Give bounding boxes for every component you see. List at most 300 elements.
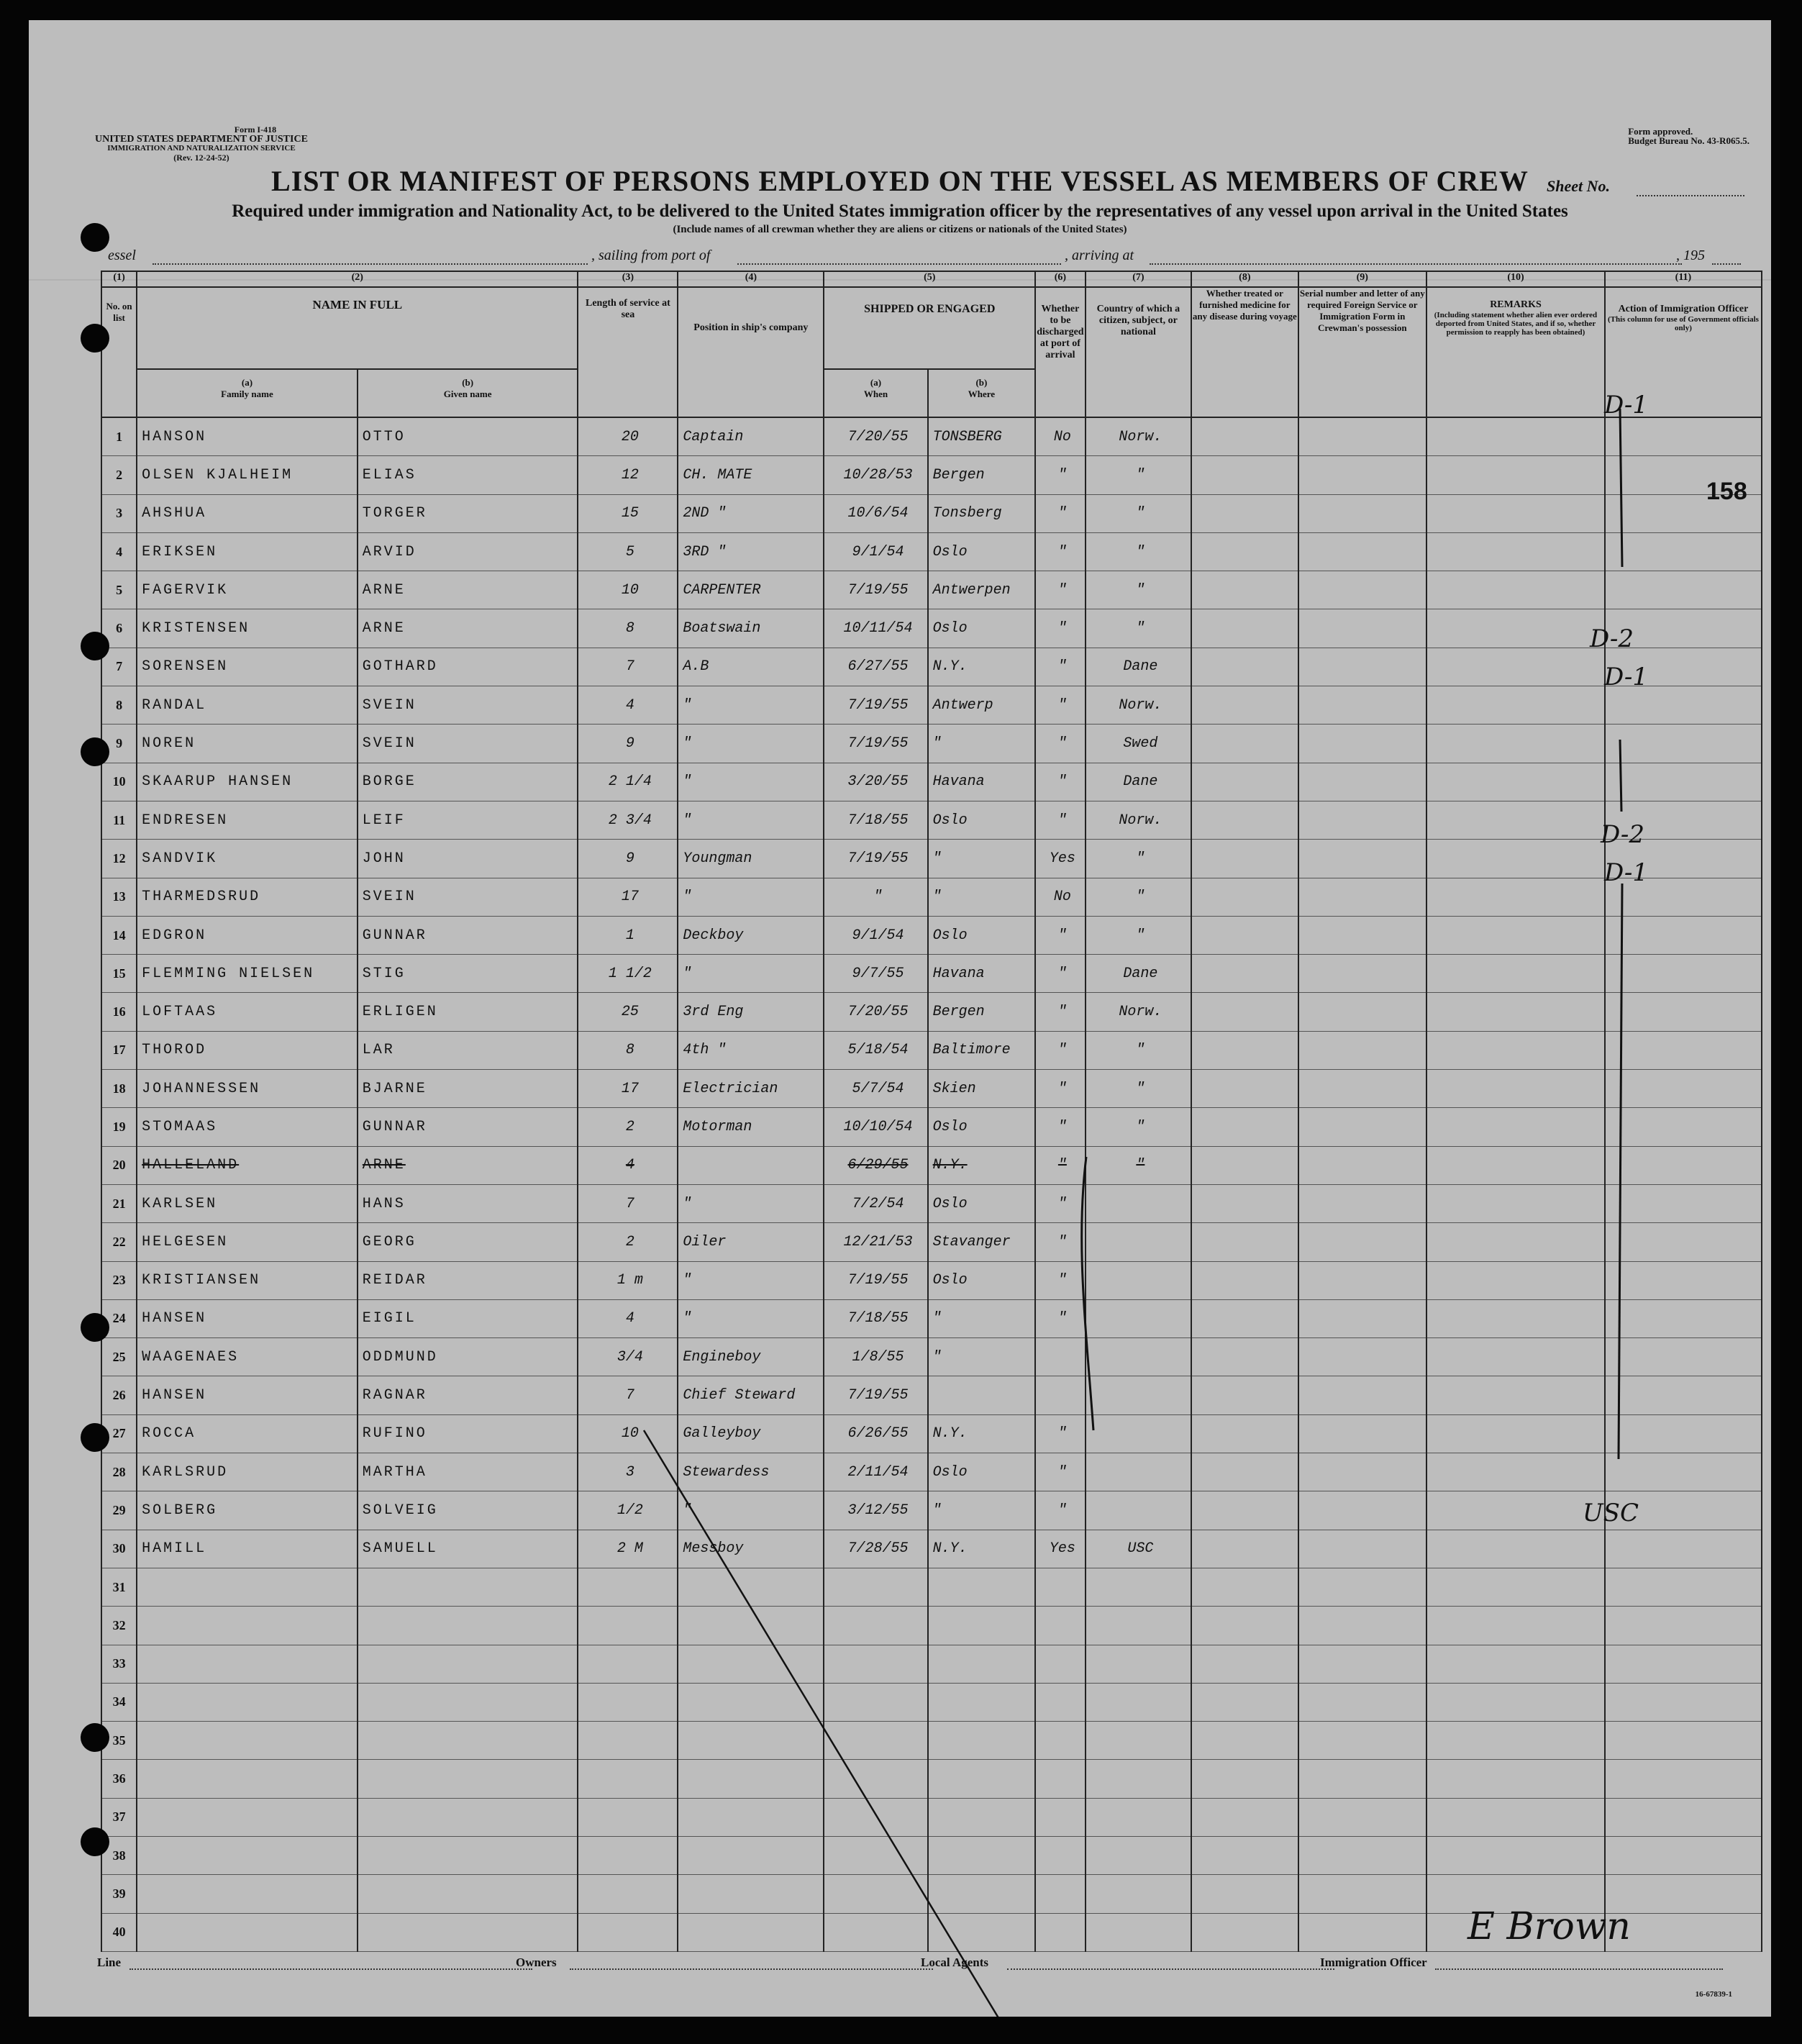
family-name-cell: HALLELAND [137, 1146, 358, 1184]
col-discharged-header: Whether to be discharged at port of arrival [1035, 287, 1085, 417]
given-name-cell: MARTHA [358, 1453, 578, 1491]
position-cell: CARPENTER [678, 571, 824, 609]
given-name-cell: HANS [358, 1184, 578, 1222]
shipped-where-cell: Stavanger [928, 1223, 1036, 1261]
row-number: 37 [101, 1798, 137, 1836]
given-name-cell: BORGE [358, 763, 578, 801]
position-cell: Oiler [678, 1223, 824, 1261]
row-number: 24 [101, 1299, 137, 1337]
country-cell: " [1086, 878, 1191, 916]
shipped-when-cell: 9/1/54 [824, 532, 927, 571]
discharged-cell: " [1035, 801, 1085, 839]
col-serial-header: Serial number and letter of any required Foreign Service or Immigration Form in Crewman's possession [1298, 287, 1426, 417]
family-name-cell: ERIKSEN [137, 532, 358, 571]
row-number: 5 [101, 571, 137, 609]
position-cell: " [678, 955, 824, 993]
position-cell: Deckboy [678, 916, 824, 954]
position-cell: " [678, 725, 824, 763]
discharged-cell: No [1035, 878, 1085, 916]
position-cell: Boatswain [678, 609, 824, 648]
family-name-cell: HAMILL [137, 1530, 358, 1568]
length-cell: 4 [578, 1299, 678, 1337]
row-number: 11 [101, 801, 137, 839]
given-name-cell: ARNE [358, 609, 578, 648]
shipped-where-cell: Oslo [928, 1261, 1036, 1299]
shipped-when-cell: " [824, 878, 927, 916]
shipped-when-cell: 7/20/55 [824, 417, 927, 456]
sailing-label: , sailing from port of [591, 247, 711, 263]
discharged-cell: " [1035, 686, 1085, 725]
shipped-where-cell: Havana [928, 955, 1036, 993]
position-cell: " [678, 763, 824, 801]
discharged-cell: " [1035, 532, 1085, 571]
manifest-sheet [29, 20, 1771, 2017]
given-name-cell: ARNE [358, 1146, 578, 1184]
position-cell: Galleyboy [678, 1414, 824, 1453]
line-label: Line [97, 1956, 122, 1969]
punch-hole [81, 324, 109, 353]
given-name-cell: ODDMUND [358, 1338, 578, 1376]
given-name-cell: JOHN [358, 840, 578, 878]
row-number: 40 [101, 1913, 137, 1951]
country-cell: " [1086, 494, 1191, 532]
discharged-cell: " [1035, 1108, 1085, 1146]
length-cell: 17 [578, 878, 678, 916]
given-name-cell: GEORG [358, 1223, 578, 1261]
shipped-when-cell: 7/19/55 [824, 725, 927, 763]
position-cell: " [678, 1299, 824, 1337]
shipped-where-cell: Oslo [928, 609, 1036, 648]
length-cell: 1 [578, 916, 678, 954]
length-cell: 20 [578, 417, 678, 456]
given-name-cell: LAR [358, 1031, 578, 1069]
given-name-cell: SAMUELL [358, 1530, 578, 1568]
immigration-officer-label: Immigration Officer [1320, 1956, 1427, 1969]
length-cell: 1/2 [578, 1491, 678, 1530]
given-name-subheader: (b) Given name [358, 369, 578, 417]
col-country-header: Country of which a citizen, subject, or national [1086, 287, 1191, 417]
shipped-where-cell: Oslo [928, 532, 1036, 571]
shipped-where-cell: " [928, 840, 1036, 878]
row-number: 10 [101, 763, 137, 801]
row-number: 34 [101, 1683, 137, 1721]
row-number: 27 [101, 1414, 137, 1453]
country-cell: USC [1086, 1530, 1191, 1568]
family-name-cell: NOREN [137, 725, 358, 763]
position-cell: " [678, 1491, 824, 1530]
department-header: Form I-418 UNITED STATES DEPARTMENT OF JUSTICE IMMIGRATION AND NATURALIZATION SERVICE (Rev. 12-24-52) [95, 124, 308, 163]
family-name-cell: JOHANNESSEN [137, 1070, 358, 1108]
row-number: 3 [101, 494, 137, 532]
family-name-cell: HANSEN [137, 1299, 358, 1337]
shipped-when-cell: 7/18/55 [824, 801, 927, 839]
country-cell: Dane [1086, 763, 1191, 801]
row-number: 36 [101, 1760, 137, 1798]
discharged-cell: " [1035, 1070, 1085, 1108]
shipped-when-cell: 6/27/55 [824, 648, 927, 686]
subtitle: Required under immigration and Nationality Act, to be delivered to the United States immigration officer by the representatives of any vessel upon arrival in the United States [232, 201, 1568, 221]
discharged-cell: " [1035, 763, 1085, 801]
family-name-cell: WAAGENAES [137, 1338, 358, 1376]
shipped-when-cell: 7/28/55 [824, 1530, 927, 1568]
shipped-when-cell: 3/12/55 [824, 1491, 927, 1530]
shipped-where-cell: Oslo [928, 916, 1036, 954]
subtitle-note: (Include names of all crewman whether they are aliens or citizens or nationals of the United States) [673, 224, 1127, 235]
given-name-cell: SOLVEIG [358, 1491, 578, 1530]
country-cell: Swed [1086, 725, 1191, 763]
row-number: 33 [101, 1645, 137, 1683]
family-name-subheader: (a) Family name [137, 369, 358, 417]
shipped-where-cell: " [928, 1338, 1036, 1376]
family-name-cell: HANSON [137, 417, 358, 456]
family-name-cell: ENDRESEN [137, 801, 358, 839]
shipped-where-cell: " [928, 1491, 1036, 1530]
punch-hole [81, 1423, 109, 1452]
officer-signature: E Brown [1467, 1905, 1631, 1948]
row-number: 32 [101, 1607, 137, 1645]
discharged-cell: " [1035, 494, 1085, 532]
discharged-cell: " [1035, 571, 1085, 609]
position-cell: Motorman [678, 1108, 824, 1146]
position-cell: Messboy [678, 1530, 824, 1568]
action-mark-1: D-1 [1604, 391, 1649, 419]
row-number: 35 [101, 1722, 137, 1760]
length-cell: 5 [578, 532, 678, 571]
shipped-where-cell: Antwerp [928, 686, 1036, 725]
discharged-cell: " [1035, 1031, 1085, 1069]
shipped-where-cell: Tonsberg [928, 494, 1036, 532]
row-number: 29 [101, 1491, 137, 1530]
shipped-when-cell: 2/11/54 [824, 1453, 927, 1491]
length-cell: 8 [578, 1031, 678, 1069]
shipped-when-cell: 7/2/54 [824, 1184, 927, 1222]
length-cell: 2 1/4 [578, 763, 678, 801]
position-cell: 3RD " [678, 532, 824, 571]
country-cell: " [1086, 571, 1191, 609]
discharged-cell: " [1035, 1223, 1085, 1261]
length-cell: 15 [578, 494, 678, 532]
shipped-where-cell: " [928, 725, 1036, 763]
length-cell: 8 [578, 609, 678, 648]
discharged-cell: No [1035, 417, 1085, 456]
discharged-cell: " [1035, 725, 1085, 763]
row-number: 12 [101, 840, 137, 878]
discharged-cell: Yes [1035, 840, 1085, 878]
given-name-cell: SVEIN [358, 686, 578, 725]
length-cell: 9 [578, 725, 678, 763]
position-cell: Electrician [678, 1070, 824, 1108]
col-position-header: Position in ship's company [678, 287, 824, 417]
given-name-cell: STIG [358, 955, 578, 993]
bracket-line-1 [1620, 409, 1622, 567]
row-number: 7 [101, 648, 137, 686]
local-agents-label: Local Agents [921, 1956, 988, 1969]
shipped-where-cell: Oslo [928, 1184, 1036, 1222]
row-number: 30 [101, 1530, 137, 1568]
col-action-header: Action of Immigration Officer (This column for use of Government officials only) [1605, 287, 1762, 417]
country-cell: Norw. [1086, 417, 1191, 456]
row-number: 26 [101, 1376, 137, 1414]
position-cell: Youngman [678, 840, 824, 878]
given-name-cell: SVEIN [358, 725, 578, 763]
shipped-when-cell: 5/18/54 [824, 1031, 927, 1069]
family-name-cell: SANDVIK [137, 840, 358, 878]
shipped-when-cell: 7/19/55 [824, 571, 927, 609]
bracket-line-3 [1619, 884, 1622, 1459]
length-cell: 7 [578, 1376, 678, 1414]
shipped-where-cell: Baltimore [928, 1031, 1036, 1069]
sheet-number-label: Sheet No. [1547, 177, 1610, 195]
col-length-header: Length of service at sea [578, 287, 678, 417]
shipped-where-cell: " [928, 1299, 1036, 1337]
row-number: 38 [101, 1836, 137, 1874]
shipped-where-cell: Oslo [928, 1108, 1036, 1146]
shipped-when-cell: 7/19/55 [824, 686, 927, 725]
position-cell: A.B [678, 648, 824, 686]
length-cell: 25 [578, 993, 678, 1031]
discharged-cell: " [1035, 1299, 1085, 1337]
shipped-where-cell: Skien [928, 1070, 1036, 1108]
given-name-cell: RUFINO [358, 1414, 578, 1453]
given-name-cell: EIGIL [358, 1299, 578, 1337]
discharged-cell: " [1035, 1414, 1085, 1453]
family-name-cell: LOFTAAS [137, 993, 358, 1031]
discharged-cell: " [1035, 609, 1085, 648]
family-name-cell: SOLBERG [137, 1491, 358, 1530]
arriving-label: , arriving at [1065, 247, 1134, 263]
punch-hole [81, 1827, 109, 1856]
family-name-cell: KARLSEN [137, 1184, 358, 1222]
row-number: 13 [101, 878, 137, 916]
length-cell: 1 1/2 [578, 955, 678, 993]
col-remarks-header: REMARKS (Including statement whether alien ever ordered deported from United States, and if so, whether permission to reapply has been obtained) [1426, 287, 1605, 417]
shipped-where-cell: Bergen [928, 456, 1036, 494]
position-cell: Chief Steward [678, 1376, 824, 1414]
family-name-cell: AHSHUA [137, 494, 358, 532]
length-cell: 9 [578, 840, 678, 878]
discharged-cell: Yes [1035, 1530, 1085, 1568]
shipped-when-cell: 7/20/55 [824, 993, 927, 1031]
given-name-cell: ERLIGEN [358, 993, 578, 1031]
length-cell: 12 [578, 456, 678, 494]
shipped-when-cell: 6/29/55 [824, 1146, 927, 1184]
shipped-when-cell: 10/10/54 [824, 1108, 927, 1146]
given-name-cell: ELIAS [358, 456, 578, 494]
discharged-cell: " [1035, 993, 1085, 1031]
shipped-where-cell: N.Y. [928, 1414, 1036, 1453]
shipped-when-cell: 9/1/54 [824, 916, 927, 954]
country-cell: " [1086, 1146, 1191, 1184]
shipped-where-cell: N.Y. [928, 1146, 1036, 1184]
shipped-when-cell: 7/19/55 [824, 1376, 927, 1414]
row-number: 2 [101, 456, 137, 494]
position-cell: 4th " [678, 1031, 824, 1069]
position-cell: " [678, 1261, 824, 1299]
family-name-cell: THARMEDSRUD [137, 878, 358, 916]
cancel-diagonal [644, 1430, 1000, 2017]
given-name-cell: OTTO [358, 417, 578, 456]
year-label: , 195 [1676, 247, 1705, 263]
page-title: LIST OR MANIFEST OF PERSONS EMPLOYED ON THE VESSEL AS MEMBERS OF CREW [271, 165, 1529, 197]
punch-hole [81, 1723, 109, 1752]
col-name-header: NAME IN FULL [137, 287, 578, 369]
country-cell: Norw. [1086, 801, 1191, 839]
discharged-cell: " [1035, 456, 1085, 494]
given-name-cell: BJARNE [358, 1070, 578, 1108]
row-number: 15 [101, 955, 137, 993]
row-number: 23 [101, 1261, 137, 1299]
family-name-cell: FAGERVIK [137, 571, 358, 609]
length-cell: 7 [578, 648, 678, 686]
punch-hole [81, 737, 109, 766]
given-name-cell: REIDAR [358, 1261, 578, 1299]
row-number: 22 [101, 1223, 137, 1261]
given-name-cell: TORGER [358, 494, 578, 532]
country-cell: " [1086, 532, 1191, 571]
position-cell: 3rd Eng [678, 993, 824, 1031]
discharged-cell: " [1035, 1491, 1085, 1530]
row-number: 4 [101, 532, 137, 571]
family-name-cell: RANDAL [137, 686, 358, 725]
position-cell: Engineboy [678, 1338, 824, 1376]
ink-annotations [29, 20, 1771, 2017]
discharged-cell: " [1035, 916, 1085, 954]
family-name-cell: HANSEN [137, 1376, 358, 1414]
length-cell: 1 m [578, 1261, 678, 1299]
length-cell: 4 [578, 686, 678, 725]
family-name-cell: KRISTENSEN [137, 609, 358, 648]
family-name-cell: FLEMMING NIELSEN [137, 955, 358, 993]
given-name-cell: ARNE [358, 571, 578, 609]
action-mark-2: D-2 [1590, 624, 1634, 653]
shipped-where-cell: Oslo [928, 801, 1036, 839]
where-subheader: (b) Where [928, 369, 1036, 417]
row-number: 19 [101, 1108, 137, 1146]
country-cell: Dane [1086, 955, 1191, 993]
shipped-when-cell: 1/8/55 [824, 1338, 927, 1376]
family-name-cell: ROCCA [137, 1414, 358, 1453]
country-cell: Norw. [1086, 686, 1191, 725]
row-number: 21 [101, 1184, 137, 1222]
shipped-where-cell: Oslo [928, 1453, 1036, 1491]
discharged-cell: " [1035, 1146, 1085, 1184]
discharged-cell: " [1035, 1261, 1085, 1299]
given-name-cell: RAGNAR [358, 1376, 578, 1414]
family-name-cell: STOMAAS [137, 1108, 358, 1146]
family-name-cell: OLSEN KJALHEIM [137, 456, 358, 494]
family-name-cell: HELGESEN [137, 1223, 358, 1261]
position-cell: 2ND " [678, 494, 824, 532]
punch-hole [81, 632, 109, 660]
row-number: 17 [101, 1031, 137, 1069]
country-cell: Norw. [1086, 993, 1191, 1031]
owners-label: Owners [516, 1956, 557, 1969]
shipped-where-cell: " [928, 878, 1036, 916]
discharged-cell: " [1035, 955, 1085, 993]
row-number: 9 [101, 725, 137, 763]
col-medicine-header: Whether treated or furnished medicine for any disease during voyage [1191, 287, 1298, 417]
position-cell: Captain [678, 417, 824, 456]
country-cell: " [1086, 609, 1191, 648]
vessel-label: essel [108, 247, 136, 263]
action-mark-4: D-2 [1601, 820, 1645, 849]
row-number: 25 [101, 1338, 137, 1376]
family-name-cell: KRISTIANSEN [137, 1261, 358, 1299]
length-cell: 7 [578, 1184, 678, 1222]
given-name-cell: GUNNAR [358, 916, 578, 954]
shipped-when-cell: 12/21/53 [824, 1223, 927, 1261]
punch-hole [81, 223, 109, 252]
length-cell: 3/4 [578, 1338, 678, 1376]
country-cell: Dane [1086, 648, 1191, 686]
country-cell: " [1086, 1070, 1191, 1108]
form-approval: Form approved. Budget Bureau No. 43-R065.5. [1628, 126, 1749, 146]
action-mark-5: D-1 [1604, 858, 1649, 887]
row-number: 39 [101, 1875, 137, 1913]
page-number: 158 [1706, 478, 1747, 505]
shipped-when-cell: 10/6/54 [824, 494, 927, 532]
shipped-when-cell: 7/19/55 [824, 1261, 927, 1299]
length-cell: 3 [578, 1453, 678, 1491]
length-cell: 2 M [578, 1530, 678, 1568]
shipped-when-cell: 3/20/55 [824, 763, 927, 801]
row-number: 28 [101, 1453, 137, 1491]
length-cell: 2 [578, 1223, 678, 1261]
row-number: 14 [101, 916, 137, 954]
country-cell: " [1086, 840, 1191, 878]
shipped-when-cell: 6/26/55 [824, 1414, 927, 1453]
position-cell: " [678, 801, 824, 839]
position-cell: Stewardess [678, 1453, 824, 1491]
col-no-header: No. on list [101, 287, 137, 417]
position-cell: CH. MATE [678, 456, 824, 494]
punch-hole [81, 1313, 109, 1342]
row-number: 6 [101, 609, 137, 648]
shipped-where-cell: Antwerpen [928, 571, 1036, 609]
shipped-where-cell: N.Y. [928, 648, 1036, 686]
given-name-cell: SVEIN [358, 878, 578, 916]
family-name-cell: EDGRON [137, 916, 358, 954]
shipped-when-cell: 7/18/55 [824, 1299, 927, 1337]
shipped-where-cell: N.Y. [928, 1530, 1036, 1568]
given-name-cell: ARVID [358, 532, 578, 571]
family-name-cell: KARLSRUD [137, 1453, 358, 1491]
length-cell: 4 [578, 1146, 678, 1184]
row-number: 16 [101, 993, 137, 1031]
country-cell: " [1086, 1031, 1191, 1069]
column-number-row: (1) (2) (3) (4) (5) (6) (7) (8) (9) (10) (11) [101, 271, 1762, 287]
length-cell: 10 [578, 1414, 678, 1453]
row-number: 20 [101, 1146, 137, 1184]
given-name-cell: LEIF [358, 801, 578, 839]
country-cell: " [1086, 456, 1191, 494]
position-cell: " [678, 1184, 824, 1222]
length-cell: 2 3/4 [578, 801, 678, 839]
shipped-where-cell: TONSBERG [928, 417, 1036, 456]
discharged-cell: " [1035, 1184, 1085, 1222]
bracket-line-2 [1620, 740, 1621, 812]
length-cell: 2 [578, 1108, 678, 1146]
row-number: 31 [101, 1568, 137, 1606]
country-cell: " [1086, 1108, 1191, 1146]
country-cell: " [1086, 916, 1191, 954]
family-name-cell: THOROD [137, 1031, 358, 1069]
length-cell: 10 [578, 571, 678, 609]
shipped-when-cell: 9/7/55 [824, 955, 927, 993]
col-shipped-header: SHIPPED OR ENGAGED [824, 287, 1035, 369]
position-cell: " [678, 878, 824, 916]
shipped-where-cell: Bergen [928, 993, 1036, 1031]
